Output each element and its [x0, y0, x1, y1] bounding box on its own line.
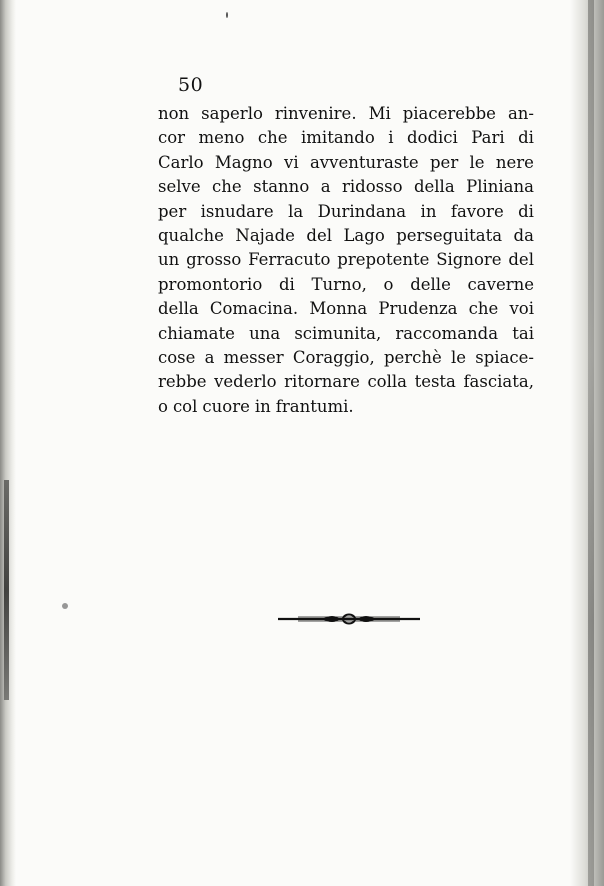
word: meno — [198, 128, 245, 148]
page-edge-right — [570, 0, 604, 886]
word: un — [158, 250, 180, 270]
word: del — [306, 225, 333, 245]
word: vederlo — [214, 372, 277, 392]
word: cor — [158, 128, 186, 148]
word: di — [518, 128, 534, 148]
word: selve — [158, 177, 201, 197]
word: messer — [223, 347, 284, 367]
word: ridosso — [341, 177, 403, 197]
word: avventuraste — [309, 152, 419, 172]
word: scimunita, — [294, 323, 382, 343]
word: le — [469, 152, 485, 172]
word: qualche — [158, 225, 224, 245]
word: Ferracuto — [248, 250, 331, 270]
word: Turno, — [311, 274, 367, 294]
word: le — [451, 347, 467, 367]
word: cose — [158, 347, 196, 367]
word: rinvenire. — [274, 104, 357, 123]
word: la — [288, 201, 304, 221]
word: della — [158, 299, 199, 319]
word: cuore — [202, 396, 250, 416]
word: Durindana — [317, 201, 407, 221]
word: nere — [495, 152, 534, 172]
word: frantumi. — [275, 396, 354, 416]
word: col — [172, 396, 198, 416]
word: per — [158, 201, 187, 221]
word: da — [513, 225, 534, 245]
word: Monna — [309, 299, 368, 319]
text-line — [158, 273, 534, 297]
word: grosso — [186, 250, 242, 270]
text-line — [158, 346, 534, 370]
word: Signore — [436, 250, 502, 270]
word: una — [249, 323, 281, 343]
word: promontorio — [158, 274, 263, 294]
text-line — [158, 126, 534, 150]
text-line — [158, 297, 534, 321]
word: o — [383, 274, 394, 294]
body-text — [158, 102, 534, 419]
word: imitando — [301, 128, 375, 148]
word: an- — [507, 104, 534, 123]
word: Pliniana — [466, 177, 534, 197]
word: che — [257, 128, 288, 148]
word: Pari — [471, 128, 505, 148]
word: perchè — [383, 347, 442, 367]
page-number: 50 — [178, 74, 204, 96]
word: a — [204, 347, 215, 367]
binding-mark — [4, 480, 9, 700]
word: piacerebbe — [402, 104, 496, 123]
word: non — [158, 104, 190, 123]
word: Mi — [368, 104, 391, 123]
word: di — [278, 274, 295, 294]
word: colla — [367, 372, 408, 392]
word: chiamate — [158, 323, 235, 343]
word: caverne — [467, 274, 534, 294]
text-line — [158, 151, 534, 175]
word: delle — [410, 274, 451, 294]
text-line — [158, 102, 534, 126]
word: vi — [284, 152, 299, 172]
word: Comacina. — [209, 299, 299, 319]
word: in — [420, 201, 437, 221]
word: dodici — [406, 128, 458, 148]
text-line — [158, 224, 534, 248]
word: Carlo — [158, 152, 204, 172]
ornament-divider — [278, 612, 420, 626]
word: isnudare — [200, 201, 274, 221]
word: stanno — [253, 177, 310, 197]
word: saperlo — [201, 104, 263, 123]
ink-speck — [62, 603, 68, 609]
word: i — [388, 128, 394, 148]
word: Prudenza — [378, 299, 458, 319]
text-line — [158, 200, 534, 224]
word: Lago — [343, 225, 385, 245]
word: o — [158, 396, 168, 416]
page-edge-left — [0, 0, 16, 886]
book-spine-shadow — [588, 0, 594, 886]
word: spiace- — [475, 347, 534, 367]
word: Najade — [235, 225, 295, 245]
word: fasciata, — [463, 372, 534, 392]
word: tai — [512, 323, 534, 343]
word: Magno — [214, 152, 273, 172]
text-line — [158, 248, 534, 272]
word: in — [254, 396, 271, 416]
word: raccomanda — [395, 323, 499, 343]
word: rebbe — [158, 372, 207, 392]
word: che — [468, 299, 499, 319]
ink-speck — [226, 12, 228, 18]
word: del — [508, 250, 534, 270]
word: ritornare — [284, 372, 360, 392]
word: Coraggio, — [292, 347, 375, 367]
word: a — [320, 177, 331, 197]
word: favore — [450, 201, 504, 221]
text-line — [158, 322, 534, 346]
word: per — [430, 152, 459, 172]
text-line — [158, 175, 534, 199]
word: testa — [414, 372, 456, 392]
word: prepotente — [337, 250, 430, 270]
word: della — [413, 177, 455, 197]
word: di — [518, 201, 534, 221]
word: che — [212, 177, 242, 197]
word: voi — [509, 299, 534, 319]
word: perseguitata — [396, 225, 503, 245]
text-line — [158, 395, 534, 419]
text-line — [158, 370, 534, 394]
